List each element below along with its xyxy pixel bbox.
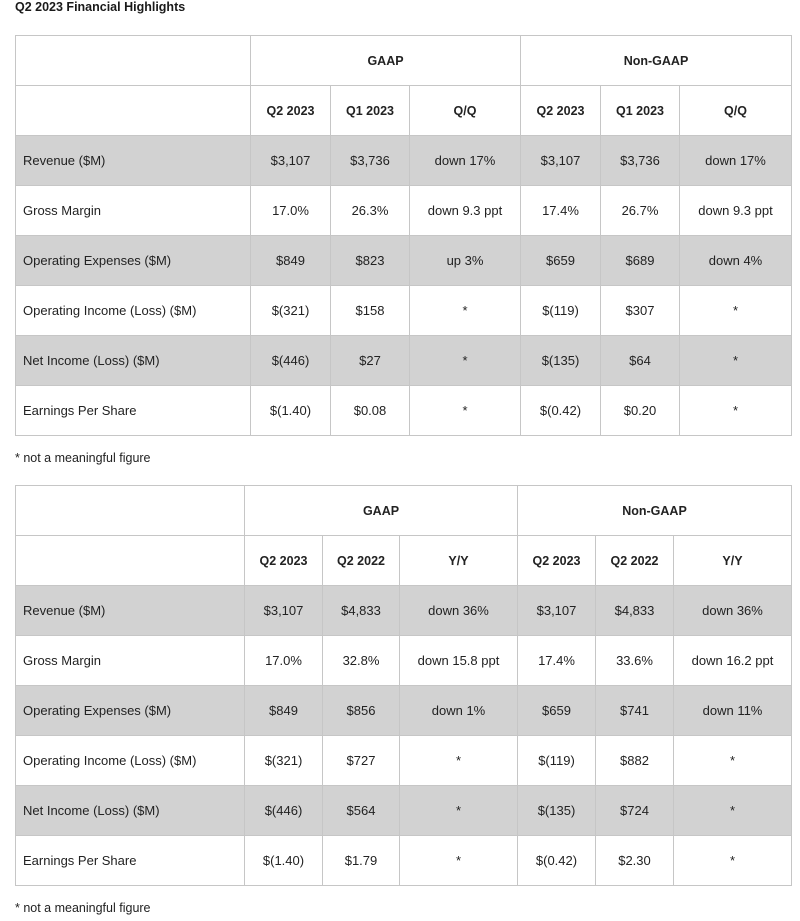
column-header-row <box>16 536 792 586</box>
table-cell: * <box>674 786 792 836</box>
table-cell: 32.8% <box>323 636 400 686</box>
table-cell: $307 <box>601 286 680 336</box>
table-cell: down 36% <box>400 586 518 636</box>
table-cell: $849 <box>251 236 331 286</box>
table-row <box>16 586 792 636</box>
table-cell: $(0.42) <box>521 386 601 436</box>
table-cell: $64 <box>601 336 680 386</box>
column-header: Q2 2022 <box>323 536 400 586</box>
table-cell: $(119) <box>518 736 596 786</box>
table-cell: $0.08 <box>331 386 410 436</box>
table-cell: $(0.42) <box>518 836 596 886</box>
row-label: Operating Expenses ($M) <box>16 686 245 736</box>
table-row <box>16 186 792 236</box>
table-cell: $158 <box>331 286 410 336</box>
table-cell: * <box>680 386 792 436</box>
table-cell: $(446) <box>245 786 323 836</box>
table-cell: $689 <box>601 236 680 286</box>
column-header: Q/Q <box>680 86 792 136</box>
table-cell: $659 <box>518 686 596 736</box>
table-cell: $2.30 <box>596 836 674 886</box>
table-cell: down 17% <box>410 136 521 186</box>
table-cell: * <box>410 336 521 386</box>
table-cell: $(119) <box>521 286 601 336</box>
table-cell: * <box>674 736 792 786</box>
table-cell: down 4% <box>680 236 792 286</box>
table-cell: $(1.40) <box>251 386 331 436</box>
column-header: Q2 2022 <box>596 536 674 586</box>
table-row <box>16 736 792 786</box>
table-cell: 17.0% <box>251 186 331 236</box>
column-header: Q1 2023 <box>331 86 410 136</box>
row-label: Operating Expenses ($M) <box>16 236 251 286</box>
table-cell: down 16.2 ppt <box>674 636 792 686</box>
table-cell: $564 <box>323 786 400 836</box>
table-cell: down 9.3 ppt <box>410 186 521 236</box>
table-cell: 26.3% <box>331 186 410 236</box>
table-cell: $(135) <box>518 786 596 836</box>
group-header-row <box>16 36 792 86</box>
table-row <box>16 836 792 886</box>
table-cell: $3,107 <box>251 136 331 186</box>
column-header: Q1 2023 <box>601 86 680 136</box>
footnote: * not a meaningful figure <box>15 901 151 915</box>
empty-corner-cell <box>16 486 245 536</box>
table-cell: * <box>674 836 792 886</box>
column-header-row <box>16 86 792 136</box>
gaap-group-header: GAAP <box>251 36 521 86</box>
table-cell: 33.6% <box>596 636 674 686</box>
table-cell: $659 <box>521 236 601 286</box>
table-cell: 26.7% <box>601 186 680 236</box>
non-gaap-group-header: Non-GAAP <box>521 36 792 86</box>
row-label: Revenue ($M) <box>16 136 251 186</box>
table-row <box>16 386 792 436</box>
table-cell: * <box>400 836 518 886</box>
table-cell: down 11% <box>674 686 792 736</box>
qoq-highlights-table <box>15 35 792 436</box>
row-label: Gross Margin <box>16 186 251 236</box>
row-label: Earnings Per Share <box>16 386 251 436</box>
column-header: Y/Y <box>674 536 792 586</box>
table-row <box>16 286 792 336</box>
row-label: Operating Income (Loss) ($M) <box>16 736 245 786</box>
table-cell: * <box>410 386 521 436</box>
table-cell: $(321) <box>245 736 323 786</box>
table-cell: $27 <box>331 336 410 386</box>
table-cell: $3,736 <box>601 136 680 186</box>
table-cell: $727 <box>323 736 400 786</box>
empty-label-header <box>16 86 251 136</box>
table-row <box>16 136 792 186</box>
table-cell: $(321) <box>251 286 331 336</box>
table-cell: $724 <box>596 786 674 836</box>
table-cell: * <box>400 786 518 836</box>
table-cell: 17.0% <box>245 636 323 686</box>
column-header: Q/Q <box>410 86 521 136</box>
column-header: Q2 2023 <box>245 536 323 586</box>
table-cell: $4,833 <box>596 586 674 636</box>
column-header: Q2 2023 <box>521 86 601 136</box>
row-label: Revenue ($M) <box>16 586 245 636</box>
table-cell: $856 <box>323 686 400 736</box>
group-header-row <box>16 486 792 536</box>
table-cell: down 17% <box>680 136 792 186</box>
table-cell: $3,736 <box>331 136 410 186</box>
table-cell: $882 <box>596 736 674 786</box>
table-cell: down 36% <box>674 586 792 636</box>
table-row <box>16 786 792 836</box>
table-cell: up 3% <box>410 236 521 286</box>
empty-label-header <box>16 536 245 586</box>
table-cell: $(1.40) <box>245 836 323 886</box>
page-title: Q2 2023 Financial Highlights <box>15 0 186 14</box>
footnote: * not a meaningful figure <box>15 451 151 465</box>
column-header: Q2 2023 <box>251 86 331 136</box>
table-cell: $823 <box>331 236 410 286</box>
table-row <box>16 336 792 386</box>
table-cell: down 15.8 ppt <box>400 636 518 686</box>
row-label: Gross Margin <box>16 636 245 686</box>
table-cell: $(446) <box>251 336 331 386</box>
table-cell: 17.4% <box>518 636 596 686</box>
row-label: Earnings Per Share <box>16 836 245 886</box>
non-gaap-group-header: Non-GAAP <box>518 486 792 536</box>
table-cell: * <box>400 736 518 786</box>
row-label: Net Income (Loss) ($M) <box>16 336 251 386</box>
table-cell: * <box>680 336 792 386</box>
row-label: Operating Income (Loss) ($M) <box>16 286 251 336</box>
table-cell: $3,107 <box>518 586 596 636</box>
column-header: Y/Y <box>400 536 518 586</box>
table-cell: * <box>410 286 521 336</box>
table-cell: $4,833 <box>323 586 400 636</box>
table-row <box>16 686 792 736</box>
table-cell: $3,107 <box>521 136 601 186</box>
table-row <box>16 236 792 286</box>
empty-corner-cell <box>16 36 251 86</box>
table-cell: down 1% <box>400 686 518 736</box>
table-cell: $3,107 <box>245 586 323 636</box>
table-row <box>16 636 792 686</box>
yoy-highlights-table <box>15 485 792 886</box>
table-cell: $(135) <box>521 336 601 386</box>
table-cell: $741 <box>596 686 674 736</box>
table-cell: $0.20 <box>601 386 680 436</box>
table-cell: 17.4% <box>521 186 601 236</box>
column-header: Q2 2023 <box>518 536 596 586</box>
table-cell: * <box>680 286 792 336</box>
table-cell: down 9.3 ppt <box>680 186 792 236</box>
table-cell: $849 <box>245 686 323 736</box>
table-cell: $1.79 <box>323 836 400 886</box>
gaap-group-header: GAAP <box>245 486 518 536</box>
row-label: Net Income (Loss) ($M) <box>16 786 245 836</box>
